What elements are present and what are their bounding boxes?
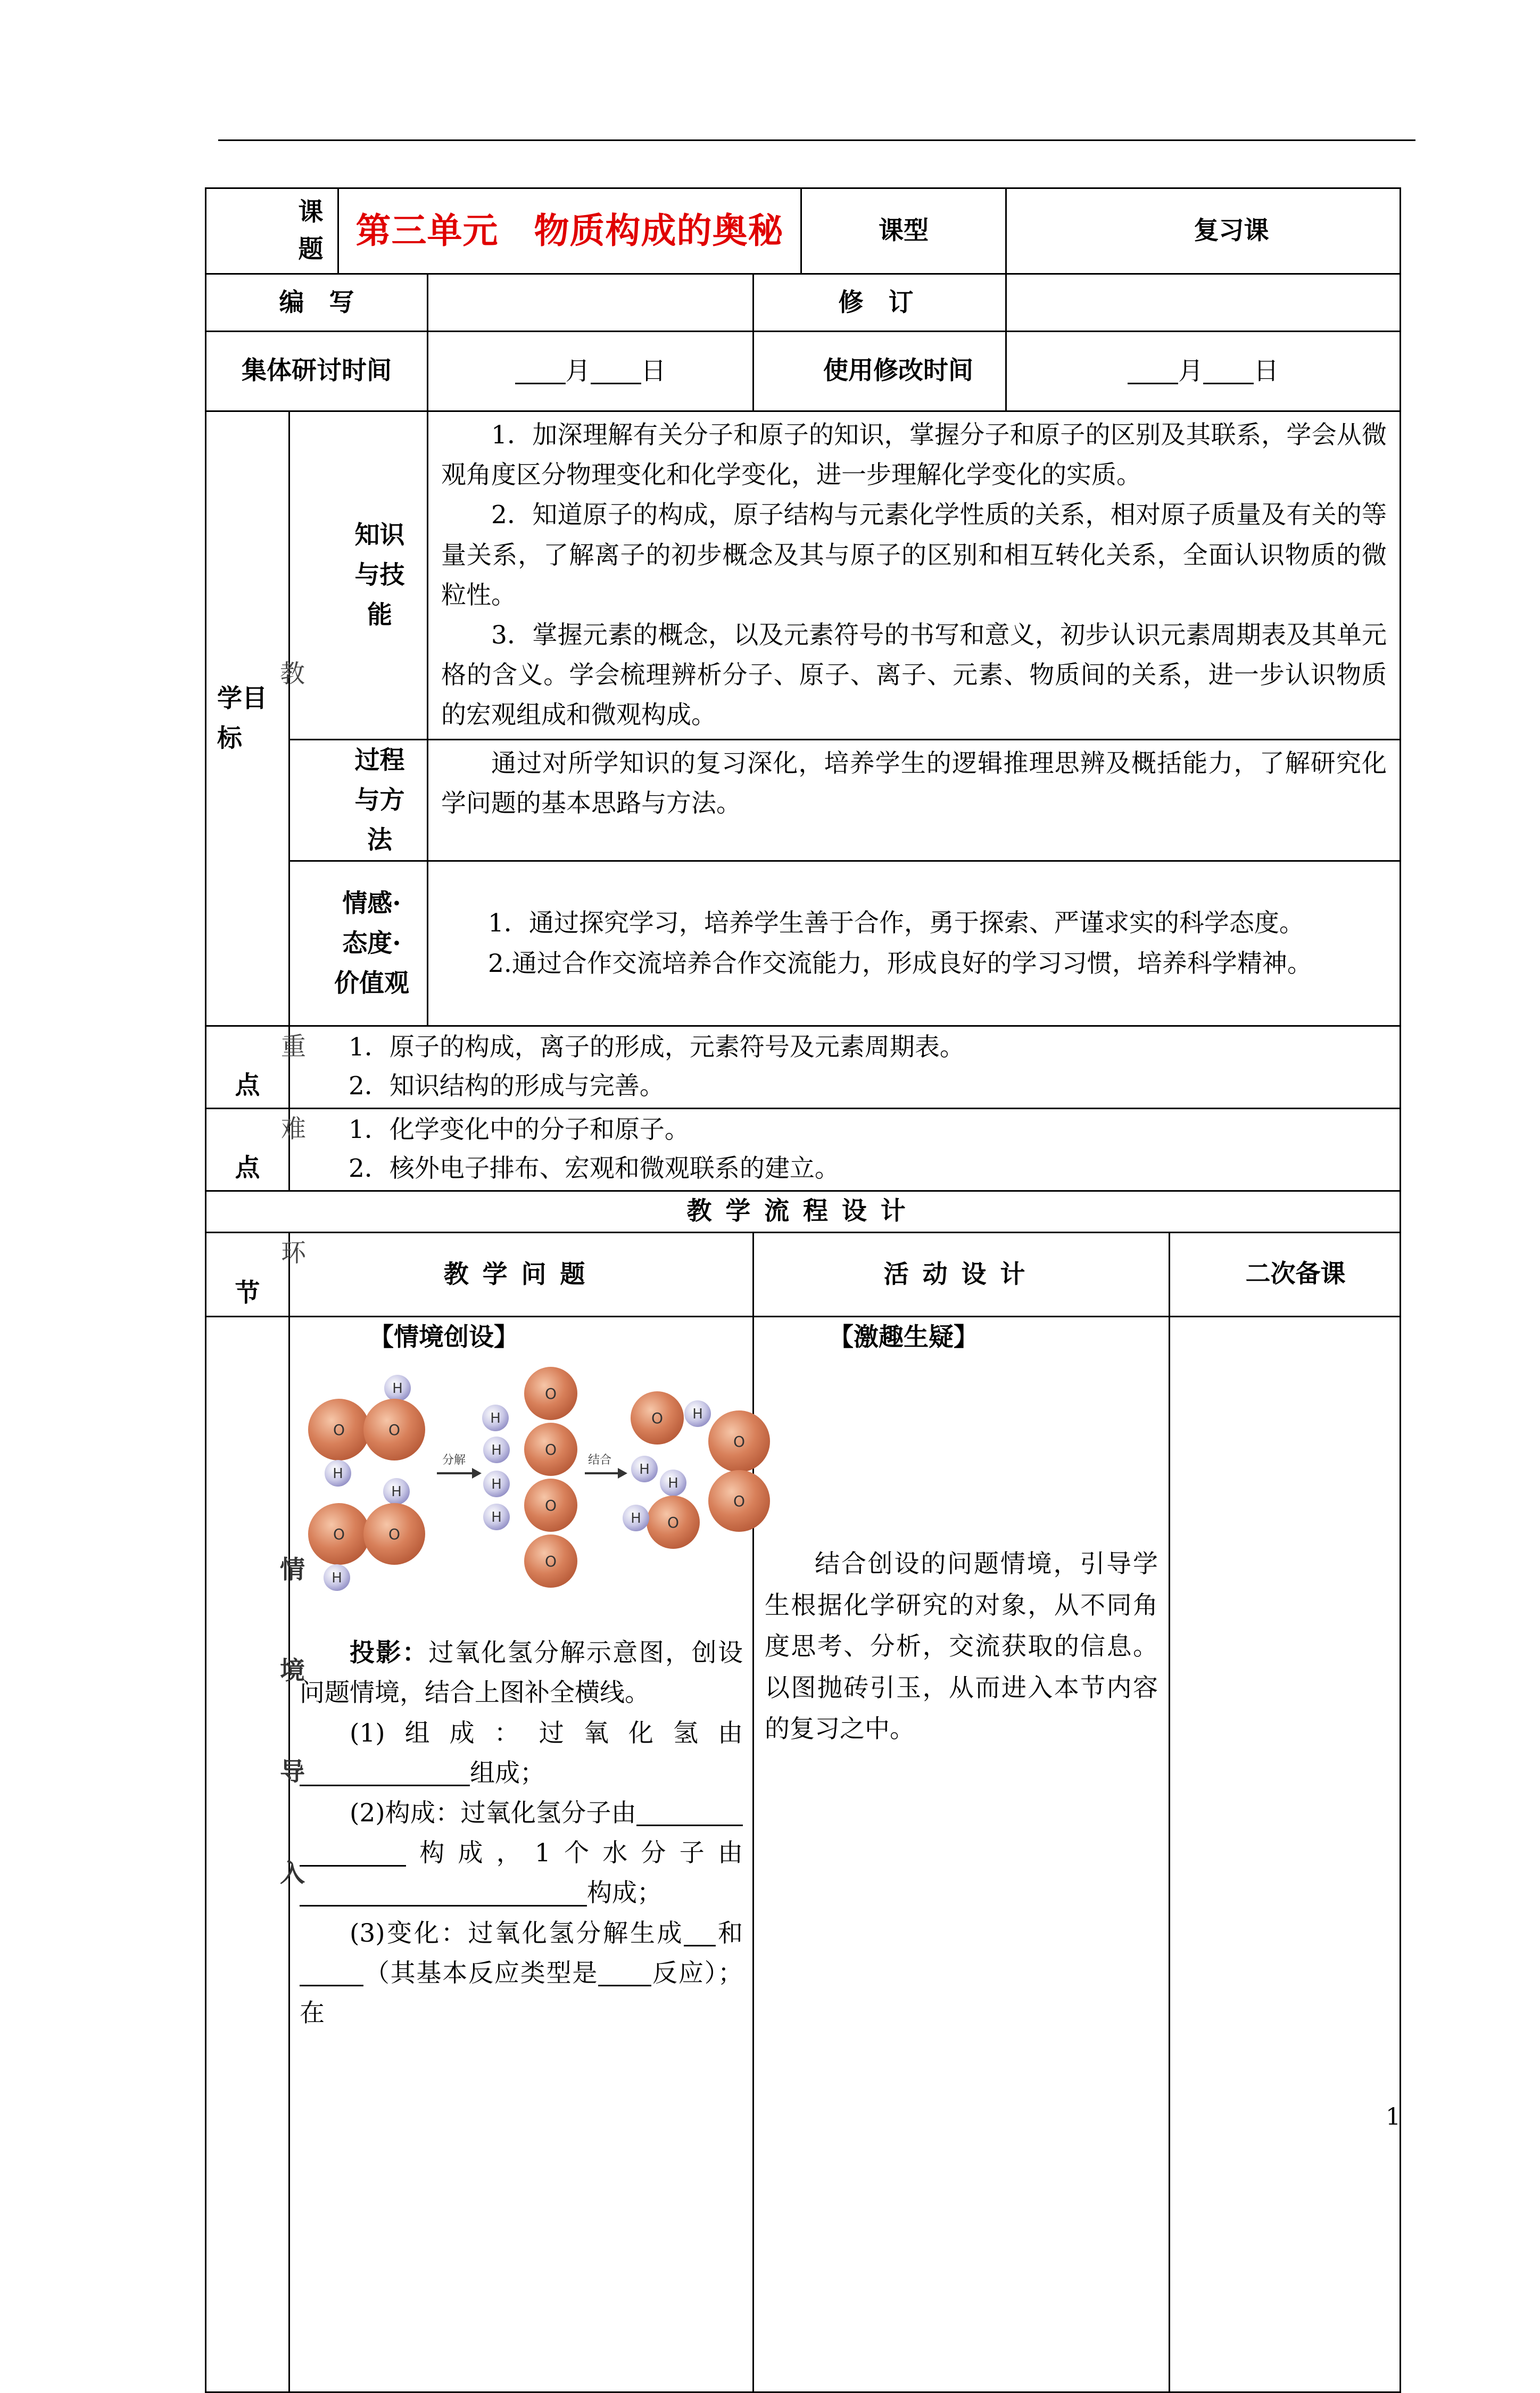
revise-label: 修 订 (754, 274, 1006, 332)
svg-text:O: O (544, 1441, 557, 1459)
process-goals: 通过对所学知识的复习深化，培养学生的逻辑推理思辨及概括能力，了解研究化学问题的基本思路与方法。 (428, 739, 1401, 861)
emotion-item-2: 2.通过合作交流培养合作交流能力，形成良好的学习习惯，培养科学精神。 (488, 948, 1312, 978)
knowledge-label: 知识与技能 (289, 411, 428, 740)
difficult-point-1: 1．化学变化中的分子和原子。 (349, 1115, 690, 1145)
svg-text:O: O (544, 1553, 557, 1571)
header-rule (218, 139, 1415, 141)
emotion-label: 情感·态度·价值观 (289, 861, 428, 1026)
research-time-value: 月 日 (428, 332, 754, 411)
svg-text:H: H (491, 1509, 502, 1526)
svg-text:分解: 分解 (442, 1454, 466, 1467)
h2o2-decomposition-diagram (303, 1367, 771, 1644)
question-1: (1)组成：过氧化氢由组成； (300, 1713, 743, 1793)
water-molecule-2 (623, 1470, 700, 1549)
question-3: (3)变化：过氧化氢分解生成 和（其基本反应类型是 反应）；在 (300, 1918, 743, 2028)
svg-text:H: H (668, 1475, 678, 1492)
difficult-points-label: 难 点 (206, 1109, 289, 1191)
research-time-label: 集体研讨时间 (206, 332, 428, 411)
topic-label: 课题 (206, 188, 338, 274)
svg-text:O: O (544, 1497, 557, 1515)
question-cell (289, 1317, 754, 2392)
svg-text:H: H (631, 1511, 641, 1527)
col-section: 环 节 (206, 1233, 289, 1317)
side-char-2: 境 (280, 1656, 305, 1686)
section-cell (206, 1317, 305, 2392)
goals-label: 教 学目标 (206, 411, 289, 1026)
emotion-goals (428, 861, 1401, 1026)
knowledge-goals (428, 411, 1401, 740)
svg-text:O: O (667, 1514, 680, 1532)
col-question: 教学问题 (289, 1233, 754, 1317)
side-char-4: 入 (280, 1859, 305, 1888)
svg-text:O: O (651, 1409, 664, 1427)
svg-text:O: O (388, 1525, 401, 1544)
lesson-plan (205, 187, 1400, 2393)
lesson-title: 第三单元 物质构成的奥秘 (338, 188, 801, 274)
activity-heading: 【激趣生疑】 (829, 1323, 979, 1352)
svg-text:结合: 结合 (588, 1454, 612, 1467)
svg-text:H: H (692, 1406, 703, 1423)
svg-text:O: O (544, 1385, 557, 1403)
knowledge-item-2: 2．知道原子的构成，原子结构与元素化学性质的关系，相对原子质量及有关的等量关系，了解离子的初步概念及其与原子的区别和相互转化关系，全面认识物质的微粒性。 (441, 500, 1387, 610)
combine-arrow (585, 1454, 627, 1479)
decompose-arrow (437, 1454, 482, 1479)
difficult-points (289, 1109, 1401, 1191)
svg-text:O: O (388, 1421, 401, 1439)
svg-text:H: H (391, 1484, 402, 1500)
backup-cell (1170, 1317, 1401, 2392)
svg-text:H: H (333, 1466, 343, 1482)
knowledge-item-1: 1．加深理解有关分子和原子的知识，掌握分子和原子的区别及其联系，学会从微观角度区分物理变化和化学变化，进一步理解化学变化的实质。 (441, 420, 1387, 490)
use-time-value: 月 日 (1006, 332, 1401, 411)
svg-text:O: O (333, 1525, 345, 1544)
projection-text: 投影：过氧化氢分解示意图，创设问题情境，结合上图补全横线。 (300, 1638, 743, 1708)
page-number: 1 (1386, 2103, 1401, 2131)
lesson-plan-table (205, 187, 1401, 2393)
scene-heading: 【情境创设】 (369, 1323, 519, 1352)
h2o2-molecule-1 (308, 1375, 425, 1487)
svg-text:H: H (491, 1476, 502, 1493)
question-2: (2)构成：过氧化氢分子由构成，1个水分子由构成； (300, 1793, 743, 1913)
process-label: 过程与方法 (289, 739, 428, 861)
type-label: 课型 (801, 188, 1006, 274)
use-time-label: 使用修改时间 (754, 332, 1006, 411)
revise-value (1006, 274, 1401, 332)
col-backup: 二次备课 (1170, 1233, 1401, 1317)
activity-text: 结合创设的问题情境，引导学生根据化学研究的对象，从不同角度思考、分析，交流获取的信息。以图抛砖引玉，从而进入本节内容的复习之中。 (765, 1549, 1158, 1744)
author-label: 编 写 (206, 274, 428, 332)
svg-text:H: H (491, 1442, 502, 1459)
side-char-3: 导 (280, 1757, 305, 1787)
svg-text:H: H (392, 1381, 403, 1397)
activity-cell (754, 1317, 1170, 2392)
svg-text:O: O (733, 1433, 746, 1451)
h2o2-molecule-2 (308, 1478, 425, 1591)
svg-text:H: H (639, 1462, 650, 1478)
side-char-1: 情 (280, 1555, 305, 1585)
difficult-point-2: 2．核外电子排布、宏观和微观联系的建立。 (349, 1154, 840, 1184)
col-activity: 活动设计 (754, 1233, 1170, 1317)
knowledge-item-3: 3．掌握元素的概念，以及元素符号的书写和意义，初步认识元素周期表及其单元格的含义。学会梳理辨析分子、原子、离子、元素、物质间的关系，进一步认识物质的宏观组成和微观构成。 (441, 620, 1387, 730)
key-points (289, 1026, 1401, 1109)
key-point-1: 1．原子的构成，离子的形成，元素符号及元素周期表。 (349, 1033, 965, 1062)
free-oxygen-atoms (524, 1367, 577, 1588)
emotion-item-1: 1．通过探究学习，培养学生善于合作，勇于探索、严谨求实的科学态度。 (488, 909, 1304, 938)
key-point-2: 2．知识结构的形成与完善。 (349, 1071, 665, 1101)
svg-text:O: O (733, 1492, 746, 1511)
key-points-label: 重 点 (206, 1026, 289, 1109)
author-value (428, 274, 754, 332)
free-hydrogen-atoms (482, 1405, 510, 1530)
flow-heading: 教学流程设计 (206, 1191, 1401, 1233)
type-value: 复习课 (1006, 188, 1401, 274)
svg-text:O: O (333, 1421, 345, 1439)
svg-text:H: H (332, 1570, 342, 1587)
svg-text:H: H (490, 1410, 501, 1427)
water-molecule-1 (631, 1391, 711, 1482)
